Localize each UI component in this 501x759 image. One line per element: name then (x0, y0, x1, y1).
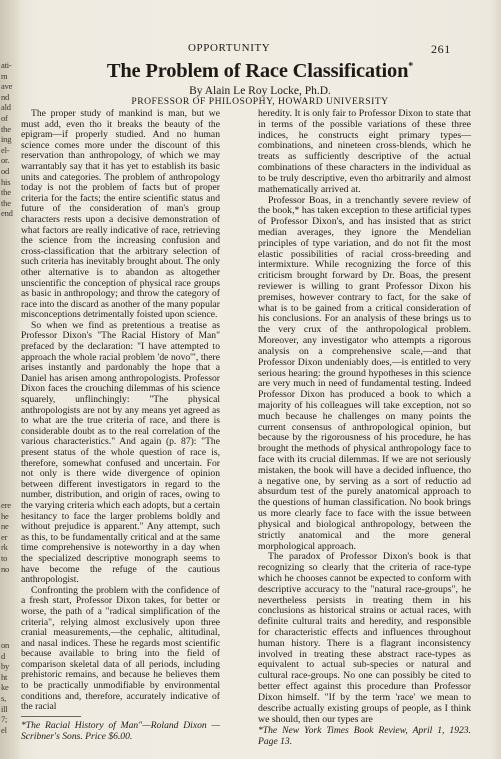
magazine-name: OPPORTUNITY (188, 42, 271, 54)
page-number: 261 (431, 42, 451, 56)
author-affiliation: PROFESSOR OF PHILOSOPHY, HOWARD UNIVERSITY (131, 96, 389, 107)
footnote-divider (21, 716, 81, 717)
page-edge-shadow (491, 0, 501, 759)
paragraph: So when we find as pretentious a treatise as Professor Dixon's "The Racial History of Man" prefaced by the declaration: "I have attempted to approach the whole racial problem 'de novo'", there arises instantly and pardonably the hope that a Daniel has arisen among anthropologists. Professor Dixon faces the crouching dilemmas of his science squarely, unflinchingly: "The physical anthropologists are not by any means yet agreed as to what are the true criteria of race, and there is considerable doubt as to the real correlation of the various characteristics." And again (p. 87): "The present status of the whole question of race is, therefore, somewhat confused and uncertain. For not only is there wide divergence of opinion between different investigators in regard to the number, distribution, and origin of races, owing to the varying criteria which each adopts, but a certain hesitancy to face the larger problems boldly and without prejudice is apparent." Any attempt, such as this, to be fundamentally critical and at the same time comprehensive is noteworthy in a day when the specialized descriptive monograph seems to have become the refuge of the cautious anthropologist. (21, 319, 220, 586)
title-footnote-mark: * (408, 61, 414, 73)
gutter-fragment: ati- m ave nd ald of the ing el- or. od his the the end (1, 60, 13, 219)
paragraph: The paradox of Professor Dixon's book is that recognizing so clearly that the criteria of race-type which he chooses cannot be expected to conform with descriptive accuracy to the "natural race-groups", he nevertheless persists in treating them in his conclusions as historical strains or actual races, with definite cultural traits and heredity, and responsible for characteristic effects and influences throughout human history. There is a flagrant inconsistency involved in treating these abstract race-types as equivalent to actual sub-species or natural and cultural race-groups. No one can possibly be cited to better effect against this procedure than Professor Dixon himself. "If by the term 'race' we mean to describe actually existing groups of people, as I think we should, then our types are (258, 551, 471, 725)
byline: By Alain Le Roy Locke, Ph.D. (189, 85, 331, 97)
paragraph: heredity. It is only fair to Professor Dixon to state that in terms of the possible variations of these three indices, he constructs eight primary types—combinations, and nineteen cross-blends, which he treats as sufficiently descriptive of the actual combinations of these characters in the individual as to be truly descriptive, even tho arbitrarily and almost mathematically arrived at. (258, 108, 471, 195)
footnote: *The New York Times Book Review, April 1, 1923. Page 13. (258, 725, 471, 748)
paragraph: The proper study of mankind is man, but we must add, even tho it breaks the beauty of the epigram—if properly studied. And no human science comes more under the discount of this reservation than anthropology, of which we may warrantably say that it has yet to establish its basic units and categories. The problem of anthropology today is not the problem of facts but of proper criteria for the facts; the entire scientific status and future of the consideration of man's group characters rests upon a decisive demonstration of what factors are really indicative of race, retrieving the science from the increasing confusion and cross-classification that the arbitrary selection of such criteria has inevitably brought about. The only other alternative is to abandon as altogether unscientific the conception of physical race groups as basic in anthropology; and throw the category of race into the discard as another of the many popular misconceptions detrimentally foisted upon science. (21, 108, 220, 321)
gutter-fragment: on d by ht ke s, ill 7; el (1, 640, 10, 735)
running-head (0, 42, 501, 56)
paragraph: Professor Boas, in a trenchantly severe review of the book,* has taken exception to these artificial types of Professor Dixon's, and has insisted that as strict median averages, they ignore the Mendelian principles of type variation, and do not fit the most elastic possibilities of racial cross-breeding and intermixture. While recognizing the force of this criticism brought forward by Dr. Boas, the present reviewer is willing to grant Professor Dixon his premises, however contrary to fact, for the sake of what is to be gained from a critical consideration of his conclusions. For an analysis of these brings us to the very crux of the anthropological problem. Moreover, any investigator who attempts a rigorous analysis on a comprehensive scale,—and that Professor Dixon undeniably does,—is entitled to very serious hearing: the ground hypotheses in this science are very much in need of fundamental testing. Indeed Professor Dixon has produced a book to which a majority of his colleagues will take exception, not so much because he challenges on many points the current consensus of anthropological opinion, but because by the rigorousness of his procedure, he has brought the methods of physical anthropology face to face with its crucial dilemmas. If we are not seriously mistaken, the book will have a decided influence, tho a negative one, by serving as a sort of reductio ad absurdum test of the purely anatomical approach to the questions of human classification. No book brings us more clearly face to face with the issue between physical and biological anthropology, between the strictly anatomical and the more general morphological approach. (258, 194, 471, 552)
article-title (40, 60, 480, 83)
article-title-text: The Problem of Race Classification (106, 60, 409, 82)
footnote: *The Racial History of Man"—Roland Dixon —Scribner's Sons. Price $6.00. (21, 719, 220, 742)
left-column (21, 109, 220, 742)
facing-page-gutter (0, 0, 20, 759)
paragraph: Confronting the problem with the confidence of a fresh start, Professor Dixon takes, for better or worse, the path of a "radical simplification of the criteria", relying almost exclusively upon three cranial measurements,—the cephalic, altitudinal, and nasal indices. These he regards most scientific because available to bring into the field of comparison skeletal data of all periods, including prehistoric remains, and because he believes them to be practically unmodifiable by environmental conditions and, therefore, accurately indicative of the racial (21, 584, 220, 713)
right-column (258, 109, 471, 747)
gutter-fragment: ere he ne er rk to no (1, 500, 11, 574)
